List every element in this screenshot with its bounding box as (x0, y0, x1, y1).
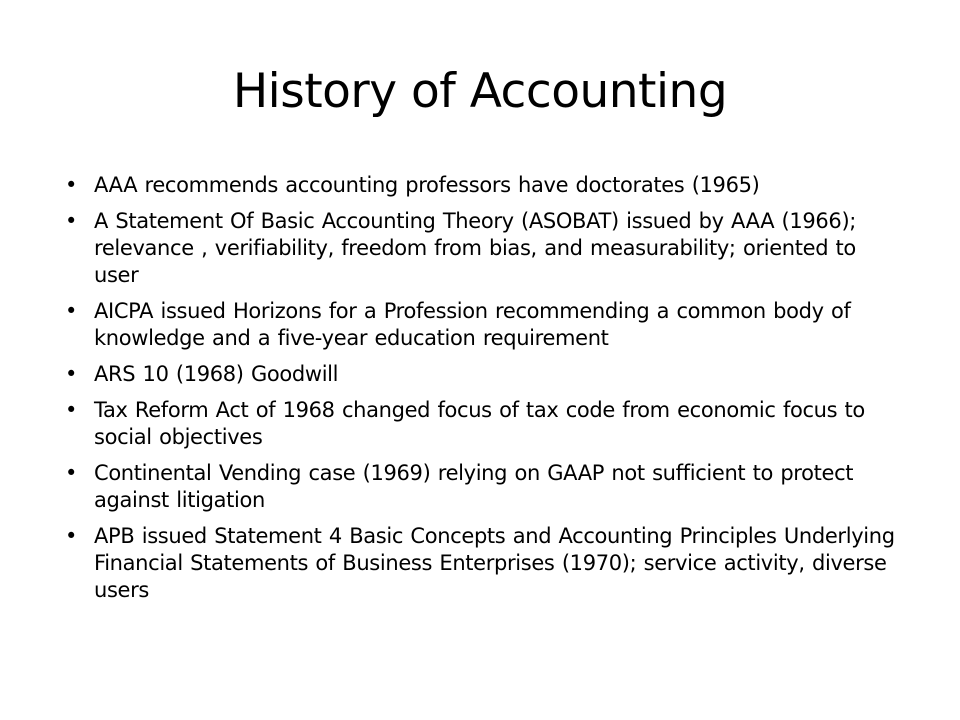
bullet-item (65, 172, 895, 199)
bullet-list (65, 172, 895, 613)
bullet-icon: • (65, 398, 78, 422)
bullet-text: APB issued Statement 4 Basic Concepts and Accounting Principles Underlying Financial Statements of Business Enterprises (1970); service activity, diverse users (94, 524, 895, 602)
bullet-icon: • (65, 461, 78, 485)
bullet-text: AAA recommends accounting professors have doctorates (1965) (94, 173, 760, 197)
bullet-icon: • (65, 299, 78, 323)
bullet-text: ARS 10 (1968) Goodwill (94, 362, 339, 386)
bullet-icon: • (65, 362, 78, 386)
slide-title: History of Accounting (232, 64, 728, 119)
bullet-item (65, 361, 895, 388)
bullet-item (65, 523, 895, 604)
bullet-text: AICPA issued Horizons for a Profession recommending a common body of knowledge and a five-year education requirement (94, 299, 851, 350)
bullet-text: Tax Reform Act of 1968 changed focus of tax code from economic focus to social objectives (94, 398, 865, 449)
bullet-item (65, 397, 895, 451)
bullet-text: Continental Vending case (1969) relying on GAAP not sufficient to protect against litigation (94, 461, 854, 512)
bullet-icon: • (65, 524, 78, 548)
bullet-item (65, 298, 895, 352)
bullet-icon: • (65, 209, 78, 233)
bullet-item (65, 460, 895, 514)
bullet-text: A Statement Of Basic Accounting Theory (ASOBAT) issued by AAA (1966); relevance , verifiability, freedom from bias, and measurability; oriented to user (94, 209, 857, 287)
bullet-item (65, 208, 895, 289)
bullet-icon: • (65, 173, 78, 197)
